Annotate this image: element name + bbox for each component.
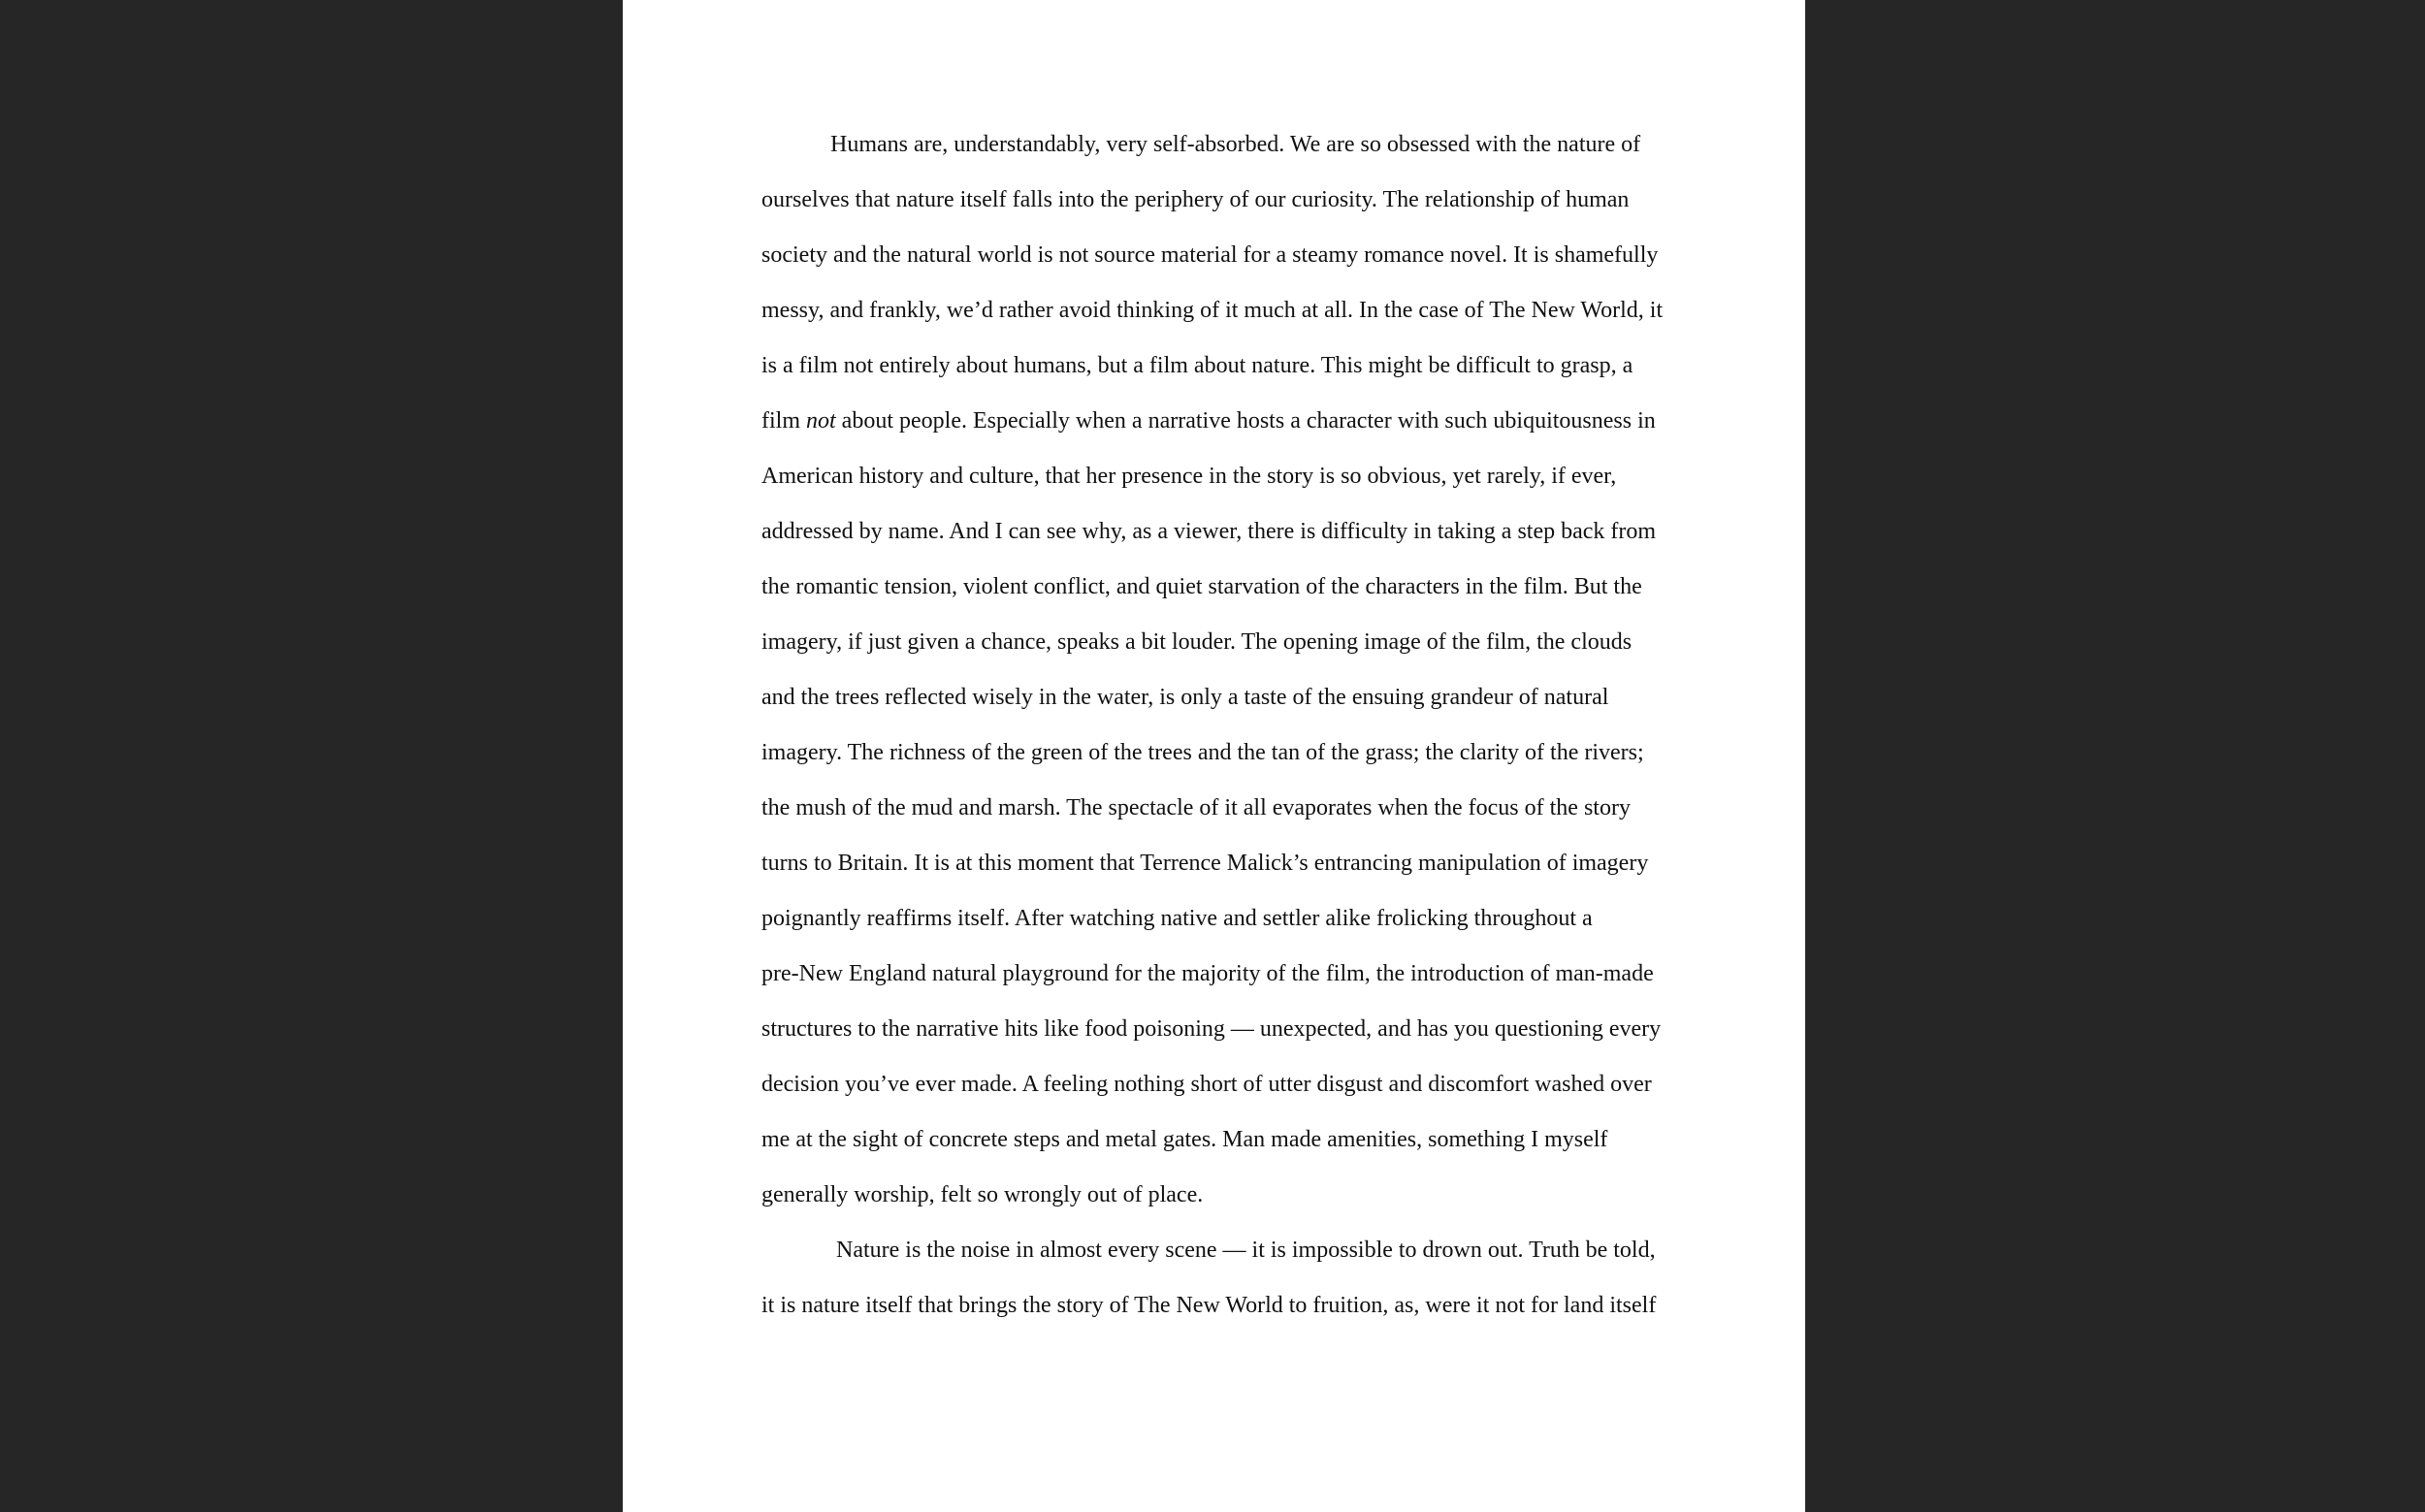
paragraph-1-line-19: me at the sight of concrete steps and metal gates. Man made amenities, something I myself: [761, 1127, 1608, 1152]
paragraph-1-line-6: [761, 409, 1656, 433]
paragraph-1-line-3: society and the natural world is not source material for a steamy romance novel. It is shamefully: [761, 242, 1659, 268]
line-6-after: about people. Especially when a narrative hosts a character with such ubiquitousness in: [835, 408, 1656, 434]
paragraph-1-line-2: ourselves that nature itself falls into the periphery of our curiosity. The relationship of human: [761, 187, 1630, 212]
paragraph-1-line-4: messy, and frankly, we’d rather avoid thinking of it much at all. In the case of The New World, it: [761, 298, 1664, 323]
paragraph-1-line-14: turns to Britain. It is at this moment that Terrence Malick’s entrancing manipulation of imagery: [761, 851, 1649, 876]
emphasis-not: not: [806, 408, 836, 434]
paragraph-1-line-1: Humans are, understandably, very self-absorbed. We are so obsessed with the nature of: [830, 132, 1641, 157]
paragraph-2-line-2: it is nature itself that brings the story of The New World to fruition, as, were it not for land itself: [761, 1293, 1657, 1318]
paragraph-1-line-15: poignantly reaffirms itself. After watching native and settler alike frolicking throughout a: [761, 906, 1593, 931]
line-6-before: film: [761, 408, 806, 434]
paragraph-1-line-17: structures to the narrative hits like food poisoning — unexpected, and has you questioning every: [761, 1016, 1662, 1042]
paragraph-1-line-9: the romantic tension, violent conflict, and quiet starvation of the characters in the film. But the: [761, 574, 1642, 599]
paragraph-1-line-8: addressed by name. And I can see why, as a viewer, there is difficulty in taking a step back from: [761, 519, 1657, 544]
document-page: [623, 0, 1805, 1512]
paragraph-1-line-18: decision you’ve ever made. A feeling nothing short of utter disgust and discomfort washed over: [761, 1072, 1652, 1097]
paragraph-1-line-12: imagery. The richness of the green of the trees and the tan of the grass; the clarity of the rivers;: [761, 740, 1644, 765]
paragraph-1-line-5: is a film not entirely about humans, but a film about nature. This might be difficult to grasp, a: [761, 353, 1633, 378]
paragraph-1-line-11: and the trees reflected wisely in the water, is only a taste of the ensuing grandeur of natural: [761, 685, 1609, 710]
paragraph-1-line-10: imagery, if just given a chance, speaks a bit louder. The opening image of the film, the clouds: [761, 629, 1633, 655]
paragraph-1-line-7: American history and culture, that her presence in the story is so obvious, yet rarely, if ever,: [761, 464, 1617, 489]
paragraph-1-line-13: the mush of the mud and marsh. The spectacle of it all evaporates when the focus of the story: [761, 795, 1631, 820]
paragraph-2-line-1: Nature is the noise in almost every scene — it is impossible to drown out. Truth be told,: [836, 1238, 1656, 1263]
paragraph-1-line-16: pre-New England natural playground for the majority of the film, the introduction of man-made: [761, 961, 1654, 986]
paragraph-1-line-20: generally worship, felt so wrongly out of place.: [761, 1182, 1204, 1207]
